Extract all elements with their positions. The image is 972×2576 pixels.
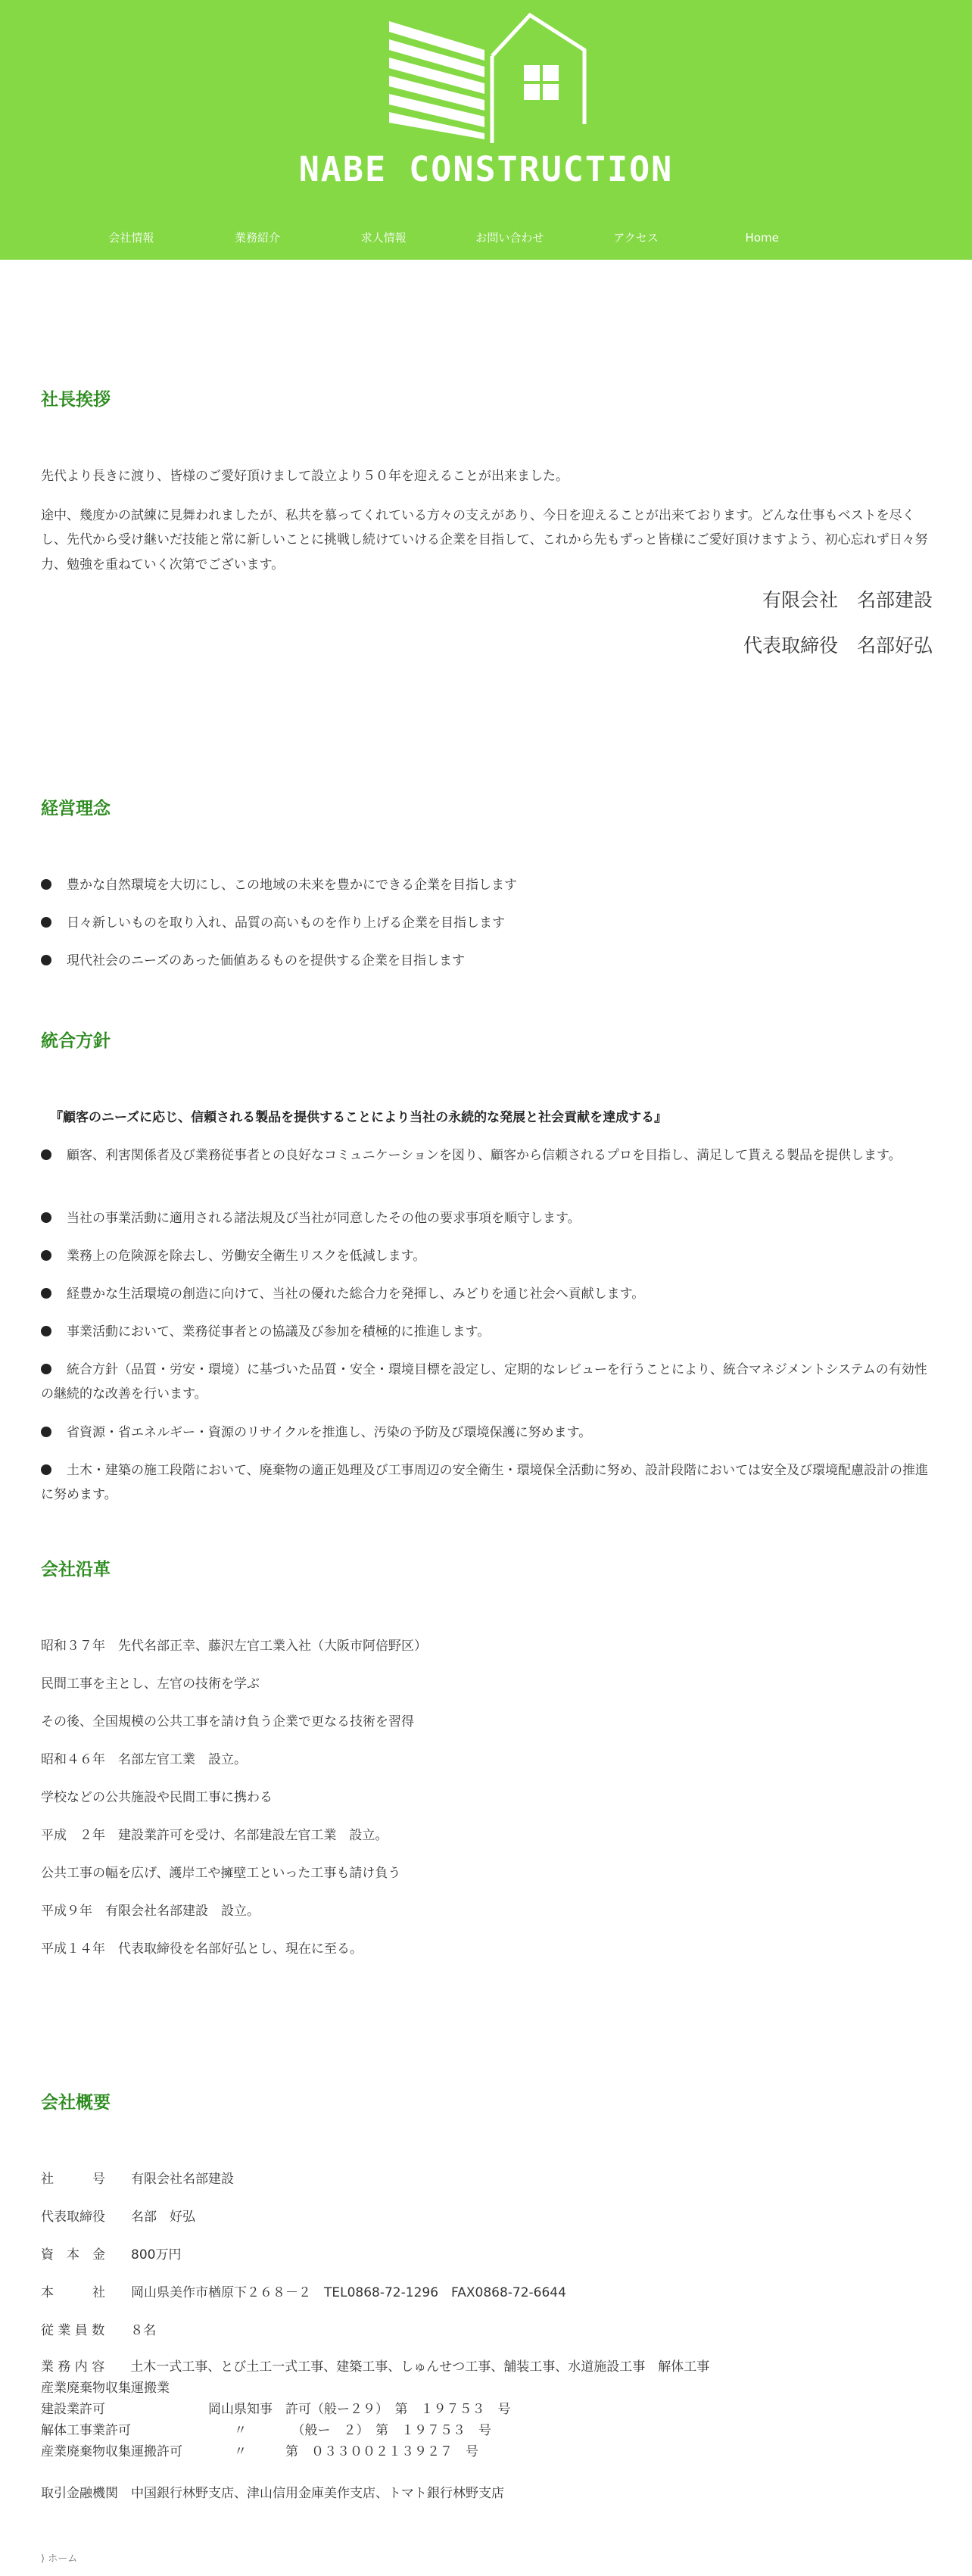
overview-row-bank: 取引金融機関 中国銀行林野支店、津山信用金庫美作支店、トマト銀行林野支店 xyxy=(41,2486,504,2501)
bullet-icon xyxy=(41,955,51,965)
greeting-president-name: 代表取締役 名部好弘 xyxy=(743,635,933,656)
history-item: 公共工事の幅を広げ、護岸工や擁壁工といった工事も請け負う xyxy=(41,1866,401,1881)
overview-row-waste-license: 産業廃棄物収集運搬許可 〃 第 ０３３００２１３９２７ 号 xyxy=(41,2444,478,2459)
philosophy-title: 経営理念 xyxy=(41,799,111,819)
policy-item: 事業活動において、業務従事者との協議及び参加を積極的に推進します。 xyxy=(41,1320,933,1344)
bullet-icon xyxy=(41,1464,51,1475)
main-nav xyxy=(68,224,825,254)
nav-home[interactable]: Home xyxy=(745,231,779,245)
overview-row-business: 業 務 内 容 土木一式工事、とび土工一式工事、建築工事、しゅんせつ工事、舗装工事、水道施設工事 解体工事 xyxy=(41,2359,710,2375)
overview-row-employees: 従 業 員 数 ８名 xyxy=(41,2323,157,2338)
overview-row-waste: 産業廃棄物収集運搬業 xyxy=(41,2381,170,2396)
greeting-company-name: 有限会社 名部建設 xyxy=(762,589,933,611)
bullet-icon xyxy=(41,917,51,928)
bullet-icon xyxy=(41,1364,51,1374)
policy-item: 業務上の危険源を除去し、労働安全衛生リスクを低減します。 xyxy=(41,1244,933,1268)
nav-access[interactable]: アクセス xyxy=(613,231,659,245)
brand-name: NABE CONSTRUCTION xyxy=(298,149,674,189)
company-logo-icon xyxy=(379,11,598,143)
overview-row-name: 社 号 有限会社名部建設 xyxy=(41,2172,234,2187)
nav-business[interactable]: 業務紹介 xyxy=(235,231,281,245)
greeting-title: 社長挨拶 xyxy=(41,390,111,410)
history-item: 学校などの公共施設や民間工事に携わる xyxy=(41,1790,273,1805)
breadcrumb-separator-icon: ⟩ xyxy=(41,2553,48,2565)
policy-item: 統合方針（品質・労安・環境）に基づいた品質・安全・環境目標を設定し、定期的なレビューを行うことにより、統合マネジメントシステムの有効性の継続的な改善を行います。 xyxy=(41,1362,927,1402)
philosophy-item: 日々新しいものを取り入れ、品質の高いものを作り上げる企業を目指します xyxy=(41,911,933,935)
bullet-icon xyxy=(41,1326,51,1336)
bullet-icon xyxy=(41,879,51,890)
policy-title: 統合方針 xyxy=(41,1031,111,1051)
history-item: その後、全国規模の公共工事を請け負う企業で更なる技術を習得 xyxy=(41,1714,414,1729)
overview-title: 会社概要 xyxy=(41,2093,111,2113)
site-header xyxy=(0,0,972,260)
history-item: 平成 ２年 建設業許可を受け、名部建設左官工業 設立。 xyxy=(41,1828,388,1843)
nav-recruit[interactable]: 求人情報 xyxy=(360,231,407,245)
overview-row-demolition: 解体工事業許可 〃 （般ー ２） 第 １９７５３ 号 xyxy=(41,2423,491,2438)
breadcrumb xyxy=(41,2550,77,2569)
greeting-paragraph-2: 途中、幾度かの試練に見舞われましたが、私共を慕ってくれている方々の支えがあり、今日を迎えることが出来ております。どんな仕事もベストを尽くし、先代から受け継いだ技能と常に新しいことに挑戦し続けていける企業を目指して、これから先もずっと皆様にご愛好頂けますよう、初心忘れず日々努力、勉強を重ねていく次第でございます。 xyxy=(41,508,928,572)
policy-item: 当社の事業活動に適用される諸法規及び当社が同意したその他の要求事項を順守します。 xyxy=(41,1206,933,1230)
greeting-paragraph-1: 先代より長きに渡り、皆様のご愛好頂けまして設立より５０年を迎えることが出来ました。 xyxy=(41,469,569,484)
bullet-icon xyxy=(41,1149,51,1160)
overview-row-ceo: 代表取締役 名部 好弘 xyxy=(41,2210,195,2225)
policy-item: 顧客、利害関係者及び業務従事者との良好なコミュニケーションを図り、顧客から信頼されるプロを目指し、満足して貰える製品を提供します。 xyxy=(41,1143,933,1168)
overview-row-license: 建設業許可 岡山県知事 許可（般ー２９） 第 １９７５３ 号 xyxy=(41,2402,511,2417)
policy-item: 経豊かな生活環境の創造に向けて、当社の優れた総合力を発揮し、みどりを通じ社会へ貢献します。 xyxy=(41,1282,933,1306)
history-item: 平成９年 有限会社名部建設 設立。 xyxy=(41,1904,260,1919)
bullet-icon xyxy=(41,1212,51,1223)
nav-company[interactable]: 会社情報 xyxy=(108,231,154,245)
history-item: 昭和３７年 先代名部正幸、藤沢左官工業入社（大阪市阿倍野区） xyxy=(41,1639,427,1654)
overview-row-address: 本 社 岡山県美作市楢原下２６８－２ TEL0868-72-1296 FAX0868-72-6644 xyxy=(41,2285,566,2300)
history-item: 昭和４６年 名部左官工業 設立。 xyxy=(41,1752,247,1767)
policy-item: 土木・建築の施工段階において、廃棄物の適正処理及び工事周辺の安全衛生・環境保全活動に努め、設計段階においては安全及び環境配慮設計の推進に努めます。 xyxy=(41,1463,928,1503)
history-item: 平成１４年 代表取締役を名部好弘とし、現在に至る。 xyxy=(41,1941,363,1957)
policy-lead: 『顧客のニーズに応じ、信頼される製品を提供することにより当社の永続的な発展と社会貢献を達成する』 xyxy=(50,1110,668,1125)
philosophy-item: 現代社会のニーズのあった価値あるものを提供する企業を目指します xyxy=(41,949,933,973)
nav-contact[interactable]: お問い合わせ xyxy=(475,231,544,245)
bullet-icon xyxy=(41,1427,51,1437)
policy-item: 省資源・省エネルギー・資源のリサイクルを推進し、汚染の予防及び環境保護に努めます。 xyxy=(41,1421,933,1445)
bullet-icon xyxy=(41,1250,51,1261)
history-item: 民間工事を主とし、左官の技術を学ぶ xyxy=(41,1676,260,1692)
philosophy-item: 豊かな自然環境を大切にし、この地域の未来を豊かにできる企業を目指します xyxy=(41,873,933,897)
bullet-icon xyxy=(41,1288,51,1299)
overview-row-capital: 資 本 金 800万円 xyxy=(41,2247,182,2263)
history-title: 会社沿革 xyxy=(41,1560,111,1580)
breadcrumb-home-link[interactable]: ホーム xyxy=(48,2553,78,2565)
